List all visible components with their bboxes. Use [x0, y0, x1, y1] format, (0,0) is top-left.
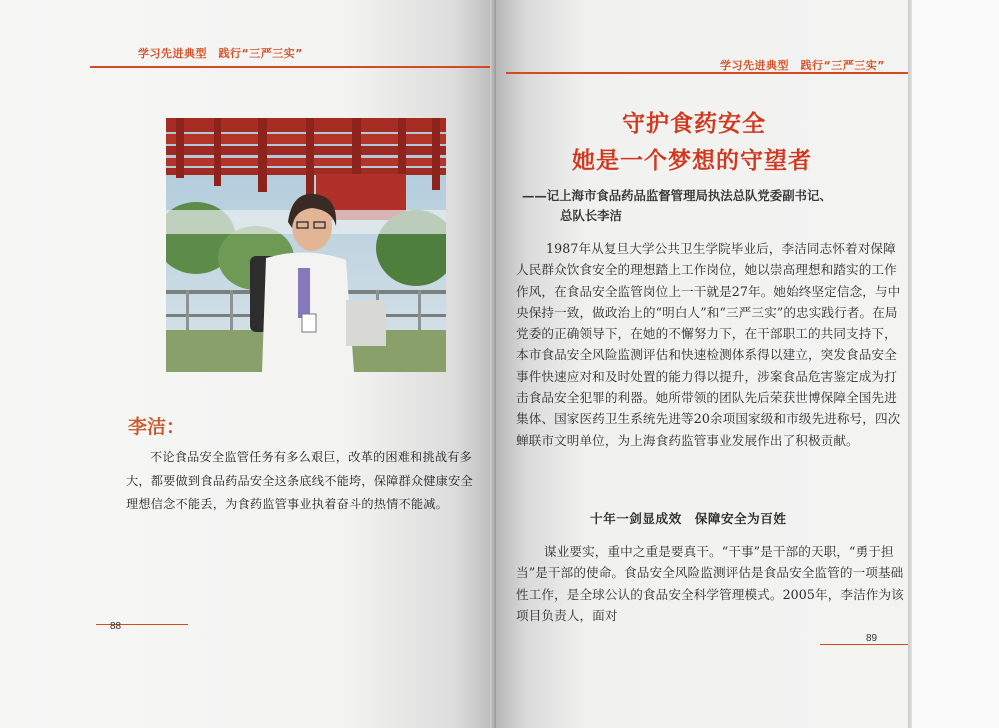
article-subtitle-line1: ——记上海市食品药品监督管理局执法总队党委副书记、: [522, 188, 832, 203]
left-header-rule: [90, 66, 490, 68]
right-footer-rule: [820, 644, 908, 645]
article-paragraph-1: 1987年从复旦大学公共卫生学院毕业后，李洁同志怀着对保障人民群众饮食安全的理想踏上工作岗位，她以崇高理想和踏实的工作作风，在食品安全监管岗位上一干就是27年。她始终坚定信念，与中央保持一致，做政治上的“明白人”和“三严三实”的忠实践行者。在局党委的正确领导下，在她的不懈努力下，在干部职工的共同支持下，本市食品安全风险监测评估和快速检测体系得以建立，突发食品安全事件快速应对和及时处置的能力得以提升，涉案食品危害鉴定成为打击食品安全犯罪的利器。她所带领的团队先后荣获世博保障全国先进集体、国家医药卫生系统先进等20余项国家级和市级先进称号，四次蝉联市文明单位，为上海食药监管事业发展作出了积极贡献。: [516, 241, 901, 448]
right-running-header: 学习先进典型 践行“三严三实”: [720, 59, 885, 72]
right-header-rule: [506, 72, 910, 74]
section-heading: 十年一剑显成效 保障安全为百姓: [590, 511, 787, 526]
right-page-number: 89: [866, 633, 878, 644]
article-paragraph-2: 谋业要实，重中之重是要真干。“干事”是干部的天职，“勇于担当”是干部的使命。食品安全风险监测评估是食品安全监管的一项基础性工作，是全球公认的食品安全科学管理模式。2005年，李洁作为该项目负责人，面对: [516, 544, 904, 623]
article-title-line1: 守护食药安全: [622, 111, 766, 137]
name-label: 李洁：: [128, 416, 186, 438]
left-page: [0, 0, 496, 728]
left-running-header: 学习先进典型 践行“三严三实”: [138, 47, 303, 60]
scan-margin: [912, 0, 999, 728]
quote-text: 不论食品安全监管任务有多么艰巨，改革的困难和挑战有多大，都要做到食品药品安全这条底线不能垮，保障群众健康安全理想信念不能丢，为食药监管事业执着奋斗的热情不能减。: [126, 450, 473, 511]
left-page-number: 88: [110, 621, 122, 632]
article-title-line2: 她是一个梦想的守望者: [572, 148, 812, 174]
portrait-photo: [166, 118, 446, 372]
article-subtitle-line2: 总队长李洁: [560, 208, 622, 223]
